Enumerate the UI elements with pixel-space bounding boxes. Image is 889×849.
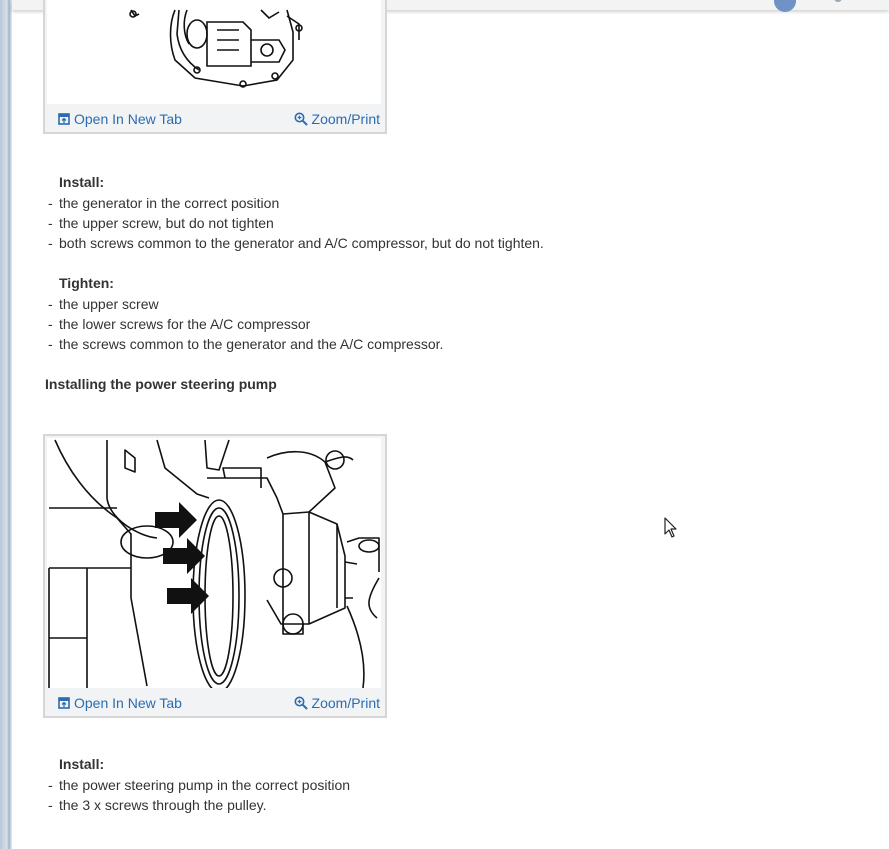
- list-item: the lower screws for the A/C compressor: [59, 316, 311, 332]
- bullet: -: [48, 195, 53, 211]
- list-item: the generator in the correct position: [59, 195, 280, 211]
- bullet: -: [48, 336, 53, 352]
- figure-footer: [45, 690, 385, 716]
- figure-power-steering-pump: [43, 434, 387, 718]
- zoom-print-label[interactable]: Zoom/Print: [311, 111, 380, 127]
- figure-image-generator: [47, 0, 381, 104]
- bullet: -: [48, 777, 53, 793]
- section-heading-power-steering: Installing the power steering pump: [45, 376, 277, 392]
- zoom-print-link[interactable]: [294, 695, 380, 711]
- window-left-edge: [0, 0, 12, 849]
- open-new-tab-icon: [58, 697, 70, 709]
- list-item: the 3 x screws through the pulley.: [59, 797, 267, 813]
- zoom-print-link[interactable]: [294, 111, 380, 127]
- list-item: the power steering pump in the correct position: [59, 777, 351, 793]
- open-new-tab-icon: [58, 113, 70, 125]
- install-heading: Install:: [59, 174, 105, 190]
- open-new-tab-label[interactable]: Open In New Tab: [74, 695, 182, 711]
- bullet: -: [48, 316, 53, 332]
- bullet: -: [48, 235, 53, 251]
- figure-generator: [43, 0, 387, 134]
- bullet: -: [48, 296, 53, 312]
- tighten-heading: Tighten:: [59, 275, 114, 291]
- bullet: -: [48, 797, 53, 813]
- zoom-print-label[interactable]: Zoom/Print: [311, 695, 380, 711]
- zoom-icon: [294, 696, 308, 710]
- figure-image-power-steering-pump: [47, 438, 381, 688]
- figure-footer: [45, 106, 385, 132]
- list-item: the screws common to the generator and the A/C compressor.: [59, 336, 444, 352]
- zoom-icon: [294, 112, 308, 126]
- open-new-tab-label[interactable]: Open In New Tab: [74, 111, 182, 127]
- open-new-tab-link[interactable]: [58, 695, 182, 711]
- bullet: -: [48, 215, 53, 231]
- install-heading: Install:: [59, 756, 105, 772]
- avatar[interactable]: [774, 0, 796, 12]
- toolbar-icon[interactable]: [834, 0, 842, 2]
- mouse-cursor-icon: [664, 517, 678, 539]
- list-item: both screws common to the generator and A/C compressor, but do not tighten.: [59, 235, 544, 251]
- list-item: the upper screw: [59, 296, 159, 312]
- list-item: the upper screw, but do not tighten: [59, 215, 274, 231]
- open-new-tab-link[interactable]: [58, 111, 182, 127]
